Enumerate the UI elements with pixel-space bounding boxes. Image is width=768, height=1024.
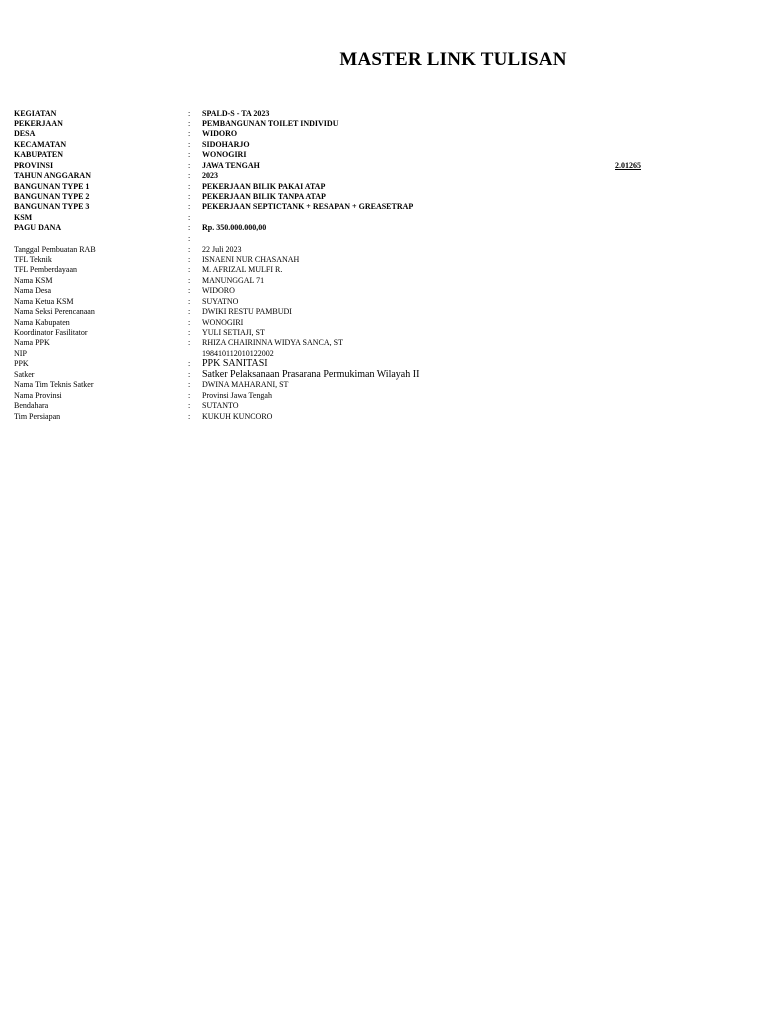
field-label: BANGUNAN TYPE 3 [14, 202, 90, 212]
field-value: Rp. 350.000.000,00 [202, 223, 267, 233]
project-info-table [14, 109, 654, 245]
info-row [14, 245, 654, 255]
field-value: RHIZA CHAIRINNA WIDYA SANCA, ST [202, 338, 343, 348]
field-value: DWINA MAHARANI, ST [202, 380, 289, 390]
info-row [14, 161, 654, 171]
field-label: BANGUNAN TYPE 1 [14, 181, 90, 191]
info-row [14, 391, 654, 401]
reference-code: 2.01265 [615, 160, 641, 170]
field-label: KEGIATAN [14, 108, 57, 118]
field-label: NIP [14, 348, 27, 358]
field-label: Satker [14, 369, 35, 379]
field-value: SPALD-S - TA 2023 [202, 108, 270, 118]
info-row [14, 276, 654, 286]
info-row [14, 213, 654, 223]
field-label: KSM [14, 212, 33, 222]
field-value: KUKUH KUNCORO [202, 411, 273, 421]
colon-separator: : [188, 380, 191, 390]
colon-separator: : [188, 139, 191, 149]
field-value: 198410112010122002 [202, 348, 274, 358]
colon-separator: : [188, 265, 191, 275]
personnel-info-table [14, 245, 654, 422]
field-label: Nama Kabupaten [14, 317, 70, 327]
field-label: BANGUNAN TYPE 2 [14, 192, 90, 201]
field-value: WONOGIRI [202, 150, 247, 160]
field-value: PPK SANITASI [202, 358, 268, 370]
info-row [14, 297, 654, 307]
info-row [14, 119, 654, 129]
field-label: PPK [14, 359, 29, 369]
colon-separator: : [188, 307, 191, 317]
colon-separator: : [188, 401, 191, 411]
field-label: Nama Seksi Perencanaan [14, 307, 95, 317]
colon-separator: : [188, 286, 191, 296]
colon-separator: : [188, 150, 191, 160]
colon-separator: : [188, 411, 191, 421]
info-row [14, 307, 654, 317]
field-value: PEKERJAAN BILIK TANPA ATAP [202, 192, 326, 201]
info-row [14, 338, 654, 348]
colon-separator: : [188, 181, 191, 191]
colon-separator: : [188, 192, 191, 201]
field-value: 22 Juli 2023 [202, 244, 242, 254]
info-row [14, 349, 654, 359]
colon-separator: : [188, 275, 191, 285]
info-row [14, 129, 654, 139]
colon-separator: : [188, 338, 191, 348]
colon-separator: : [188, 359, 191, 369]
field-value: Provinsi Jawa Tengah [202, 390, 272, 400]
field-label: Tim Persiapan [14, 411, 61, 421]
info-row [14, 192, 654, 202]
field-value: PEMBANGUNAN TOILET INDIVIDU [202, 118, 339, 128]
colon-separator: : [188, 317, 191, 327]
colon-separator: : [188, 328, 191, 337]
field-value: YULI SETIAJI, ST [202, 328, 265, 337]
info-row [14, 234, 654, 244]
field-value: M. AFRIZAL MULFI R. [202, 265, 283, 275]
field-label: Koordinator Fasilitator [14, 328, 88, 337]
info-row [14, 265, 654, 275]
field-value: WIDORO [202, 286, 235, 296]
info-row [14, 223, 654, 233]
page-title: MASTER LINK TULISAN [339, 49, 567, 70]
field-label: Nama KSM [14, 275, 53, 285]
info-row [14, 401, 654, 411]
colon-separator: : [188, 129, 191, 139]
info-row [14, 370, 654, 380]
field-label: Nama Tim Teknis Satker [14, 380, 94, 390]
field-label: Nama Ketua KSM [14, 296, 74, 306]
field-value: JAWA TENGAH [202, 160, 260, 170]
colon-separator: : [188, 254, 191, 264]
field-value: WONOGIRI [202, 317, 244, 327]
colon-separator: : [188, 108, 191, 118]
field-label: KABUPATEN [14, 150, 64, 160]
field-value: SIDOHARJO [202, 139, 250, 149]
field-label: PEKERJAAN [14, 118, 63, 128]
field-label: TFL Pemberdayaan [14, 265, 78, 275]
field-label: TFL Teknik [14, 254, 52, 264]
colon-separator: : [188, 233, 191, 243]
field-value: ISNAENI NUR CHASANAH [202, 254, 300, 264]
info-row [14, 328, 654, 338]
info-row [14, 286, 654, 296]
info-row [14, 380, 654, 390]
info-row [14, 182, 654, 192]
colon-separator: : [188, 212, 191, 222]
field-label: Tanggal Pembuatan RAB [14, 244, 96, 254]
field-label: Bendahara [14, 401, 49, 411]
field-value: WIDORO [202, 129, 238, 139]
colon-separator: : [188, 223, 191, 233]
info-row [14, 109, 654, 119]
colon-separator: : [188, 118, 191, 128]
field-label: PAGU DANA [14, 223, 62, 233]
info-row [14, 150, 654, 160]
field-label: Nama Desa [14, 286, 52, 296]
info-row [14, 140, 654, 150]
colon-separator: : [188, 296, 191, 306]
field-value: 2023 [202, 171, 218, 181]
field-value: PEKERJAAN BILIK PAKAI ATAP [202, 181, 326, 191]
field-label: Nama PPK [14, 338, 50, 348]
colon-separator: : [188, 202, 191, 212]
field-label: Nama Provinsi [14, 390, 62, 400]
field-value: Satker Pelaksanaan Prasarana Permukiman Wilayah II [202, 368, 420, 380]
field-label: TAHUN ANGGARAN [14, 171, 91, 181]
field-label: PROVINSI [14, 160, 54, 170]
colon-separator: : [188, 390, 191, 400]
colon-separator: : [188, 244, 191, 254]
info-row [14, 318, 654, 328]
info-row [14, 202, 654, 212]
info-row [14, 171, 654, 181]
info-row [14, 255, 654, 265]
field-value: SUTANTO [202, 401, 239, 411]
colon-separator: : [188, 171, 191, 181]
field-value: DWIKI RESTU PAMBUDI [202, 307, 292, 317]
field-label: DESA [14, 129, 36, 139]
field-value: SUYATNO [202, 296, 239, 306]
field-value: PEKERJAAN SEPTICTANK + RESAPAN + GREASETRAP [202, 202, 414, 212]
colon-separator: : [188, 369, 191, 379]
colon-separator: : [188, 160, 191, 170]
field-label: KECAMATAN [14, 139, 67, 149]
field-value: MANUNGGAL 71 [202, 275, 265, 285]
info-row [14, 412, 654, 422]
